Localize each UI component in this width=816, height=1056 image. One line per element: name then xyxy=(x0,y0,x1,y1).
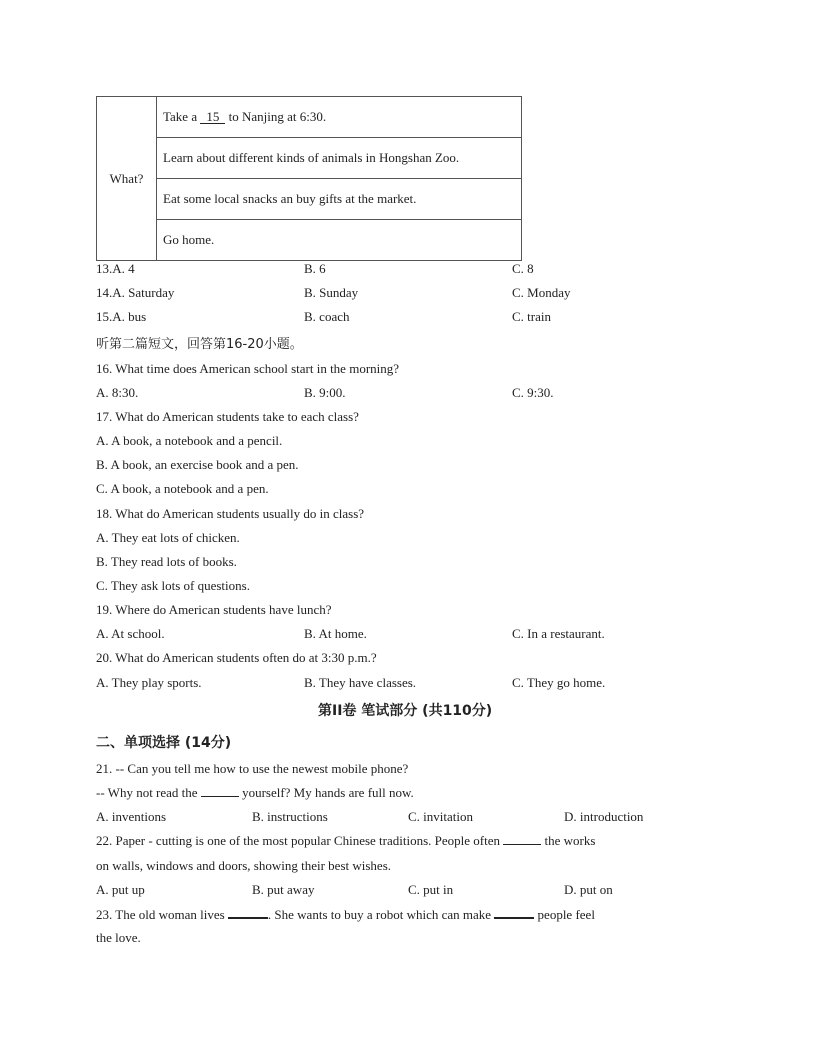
q20-option-b: B. They have classes. xyxy=(304,675,417,690)
q21-option-d: D. introduction xyxy=(564,809,644,824)
q13-option-b: B. 6 xyxy=(304,261,326,276)
q19-option-b: B. At home. xyxy=(304,626,367,641)
q17-option-c: C. A book, a notebook and a pen. xyxy=(96,481,269,496)
row-text: Eat some local snacks an buy gifts at the market. xyxy=(163,191,417,206)
q14-option-a: 14.A. Saturday xyxy=(96,285,175,300)
q14-option-b: B. Sunday xyxy=(304,285,359,300)
table-row xyxy=(157,97,522,138)
q20-option-a: A. They play sports. xyxy=(96,675,202,690)
table-row xyxy=(157,179,522,220)
q14-option-c: C. Monday xyxy=(512,285,571,300)
q22-line2: on walls, windows and doors, showing their best wishes. xyxy=(96,858,392,873)
q16-stem: 16. What time does American school start in the morning? xyxy=(96,361,400,376)
q18-stem: 18. What do American students usually do in class? xyxy=(96,506,365,521)
q21-text-after: yourself? My hands are full now. xyxy=(238,785,414,800)
passage2-intro: 听第二篇短文，回答第16-20小题。 xyxy=(96,337,303,352)
q18-option-b: B. They read lots of books. xyxy=(96,554,237,569)
q23-text-part3: people feel xyxy=(534,907,595,922)
q13-option-a: 13.A. 4 xyxy=(96,261,135,276)
row-text: Learn about different kinds of animals in Hongshan Zoo. xyxy=(163,150,460,165)
table-label: What? xyxy=(109,170,144,186)
q22-line1 xyxy=(96,833,595,849)
q20-stem: 20. What do American students often do at 3:30 p.m.? xyxy=(96,650,377,665)
table-row xyxy=(157,138,522,179)
q22-option-a: A. put up xyxy=(96,882,145,897)
q22-option-b: B. put away xyxy=(252,882,315,897)
q22-option-d: D. put on xyxy=(564,882,613,897)
q16-option-a: A. 8:30. xyxy=(96,385,139,400)
q19-stem: 19. Where do American students have lunch? xyxy=(96,602,332,617)
q16-option-b: B. 9:00. xyxy=(304,385,346,400)
activity-table xyxy=(96,96,522,261)
q18-option-a: A. They eat lots of chicken. xyxy=(96,530,240,545)
q15-option-a: 15.A. bus xyxy=(96,309,147,324)
q17-option-a: A. A book, a notebook and a pencil. xyxy=(96,433,283,448)
q17-option-b: B. A book, an exercise book and a pen. xyxy=(96,457,299,472)
q21-option-a: A. inventions xyxy=(96,809,167,824)
q21-line2 xyxy=(96,785,414,801)
q22-text-after: the works xyxy=(541,833,596,848)
q16-option-c: C. 9:30. xyxy=(512,385,554,400)
table-label-cell xyxy=(97,97,157,261)
row-text: Go home. xyxy=(163,232,215,247)
q21-option-b: B. instructions xyxy=(252,809,328,824)
q23-line1 xyxy=(96,906,595,923)
q20-option-c: C. They go home. xyxy=(512,675,606,690)
q22-option-c: C. put in xyxy=(408,882,454,897)
part2-title: 第II卷 笔试部分 (共110分) xyxy=(318,703,493,719)
q13-option-c: C. 8 xyxy=(512,261,534,276)
row-text-before: Take a xyxy=(163,109,201,124)
q15-option-c: C. train xyxy=(512,309,551,324)
q23-line2: the love. xyxy=(96,930,141,945)
answer-blank xyxy=(494,906,534,919)
answer-blank xyxy=(503,833,541,845)
answer-blank xyxy=(228,906,268,919)
q18-option-c: C. They ask lots of questions. xyxy=(96,578,250,593)
q21-line1: 21. -- Can you tell me how to use the newest mobile phone? xyxy=(96,761,409,776)
answer-blank xyxy=(201,785,239,797)
q17-stem: 17. What do American students take to each class? xyxy=(96,409,359,424)
row-text-after: to Nanjing at 6:30. xyxy=(225,109,327,124)
q21-text-before: -- Why not read the xyxy=(96,785,201,800)
q15-option-b: B. coach xyxy=(304,309,350,324)
q22-text-before: 22. Paper - cutting is one of the most popular Chinese traditions. People often xyxy=(96,833,504,848)
q19-option-c: C. In a restaurant. xyxy=(512,626,605,641)
q21-option-c: C. invitation xyxy=(408,809,473,824)
q23-text-part2: . She wants to buy a robot which can make xyxy=(267,907,495,922)
section-heading: 二、单项选择 (14分) xyxy=(96,735,232,751)
table-row xyxy=(157,220,522,261)
answer-blank: 15 xyxy=(200,110,225,124)
q23-text-part1: 23. The old woman lives xyxy=(96,907,228,922)
q19-option-a: A. At school. xyxy=(96,626,165,641)
